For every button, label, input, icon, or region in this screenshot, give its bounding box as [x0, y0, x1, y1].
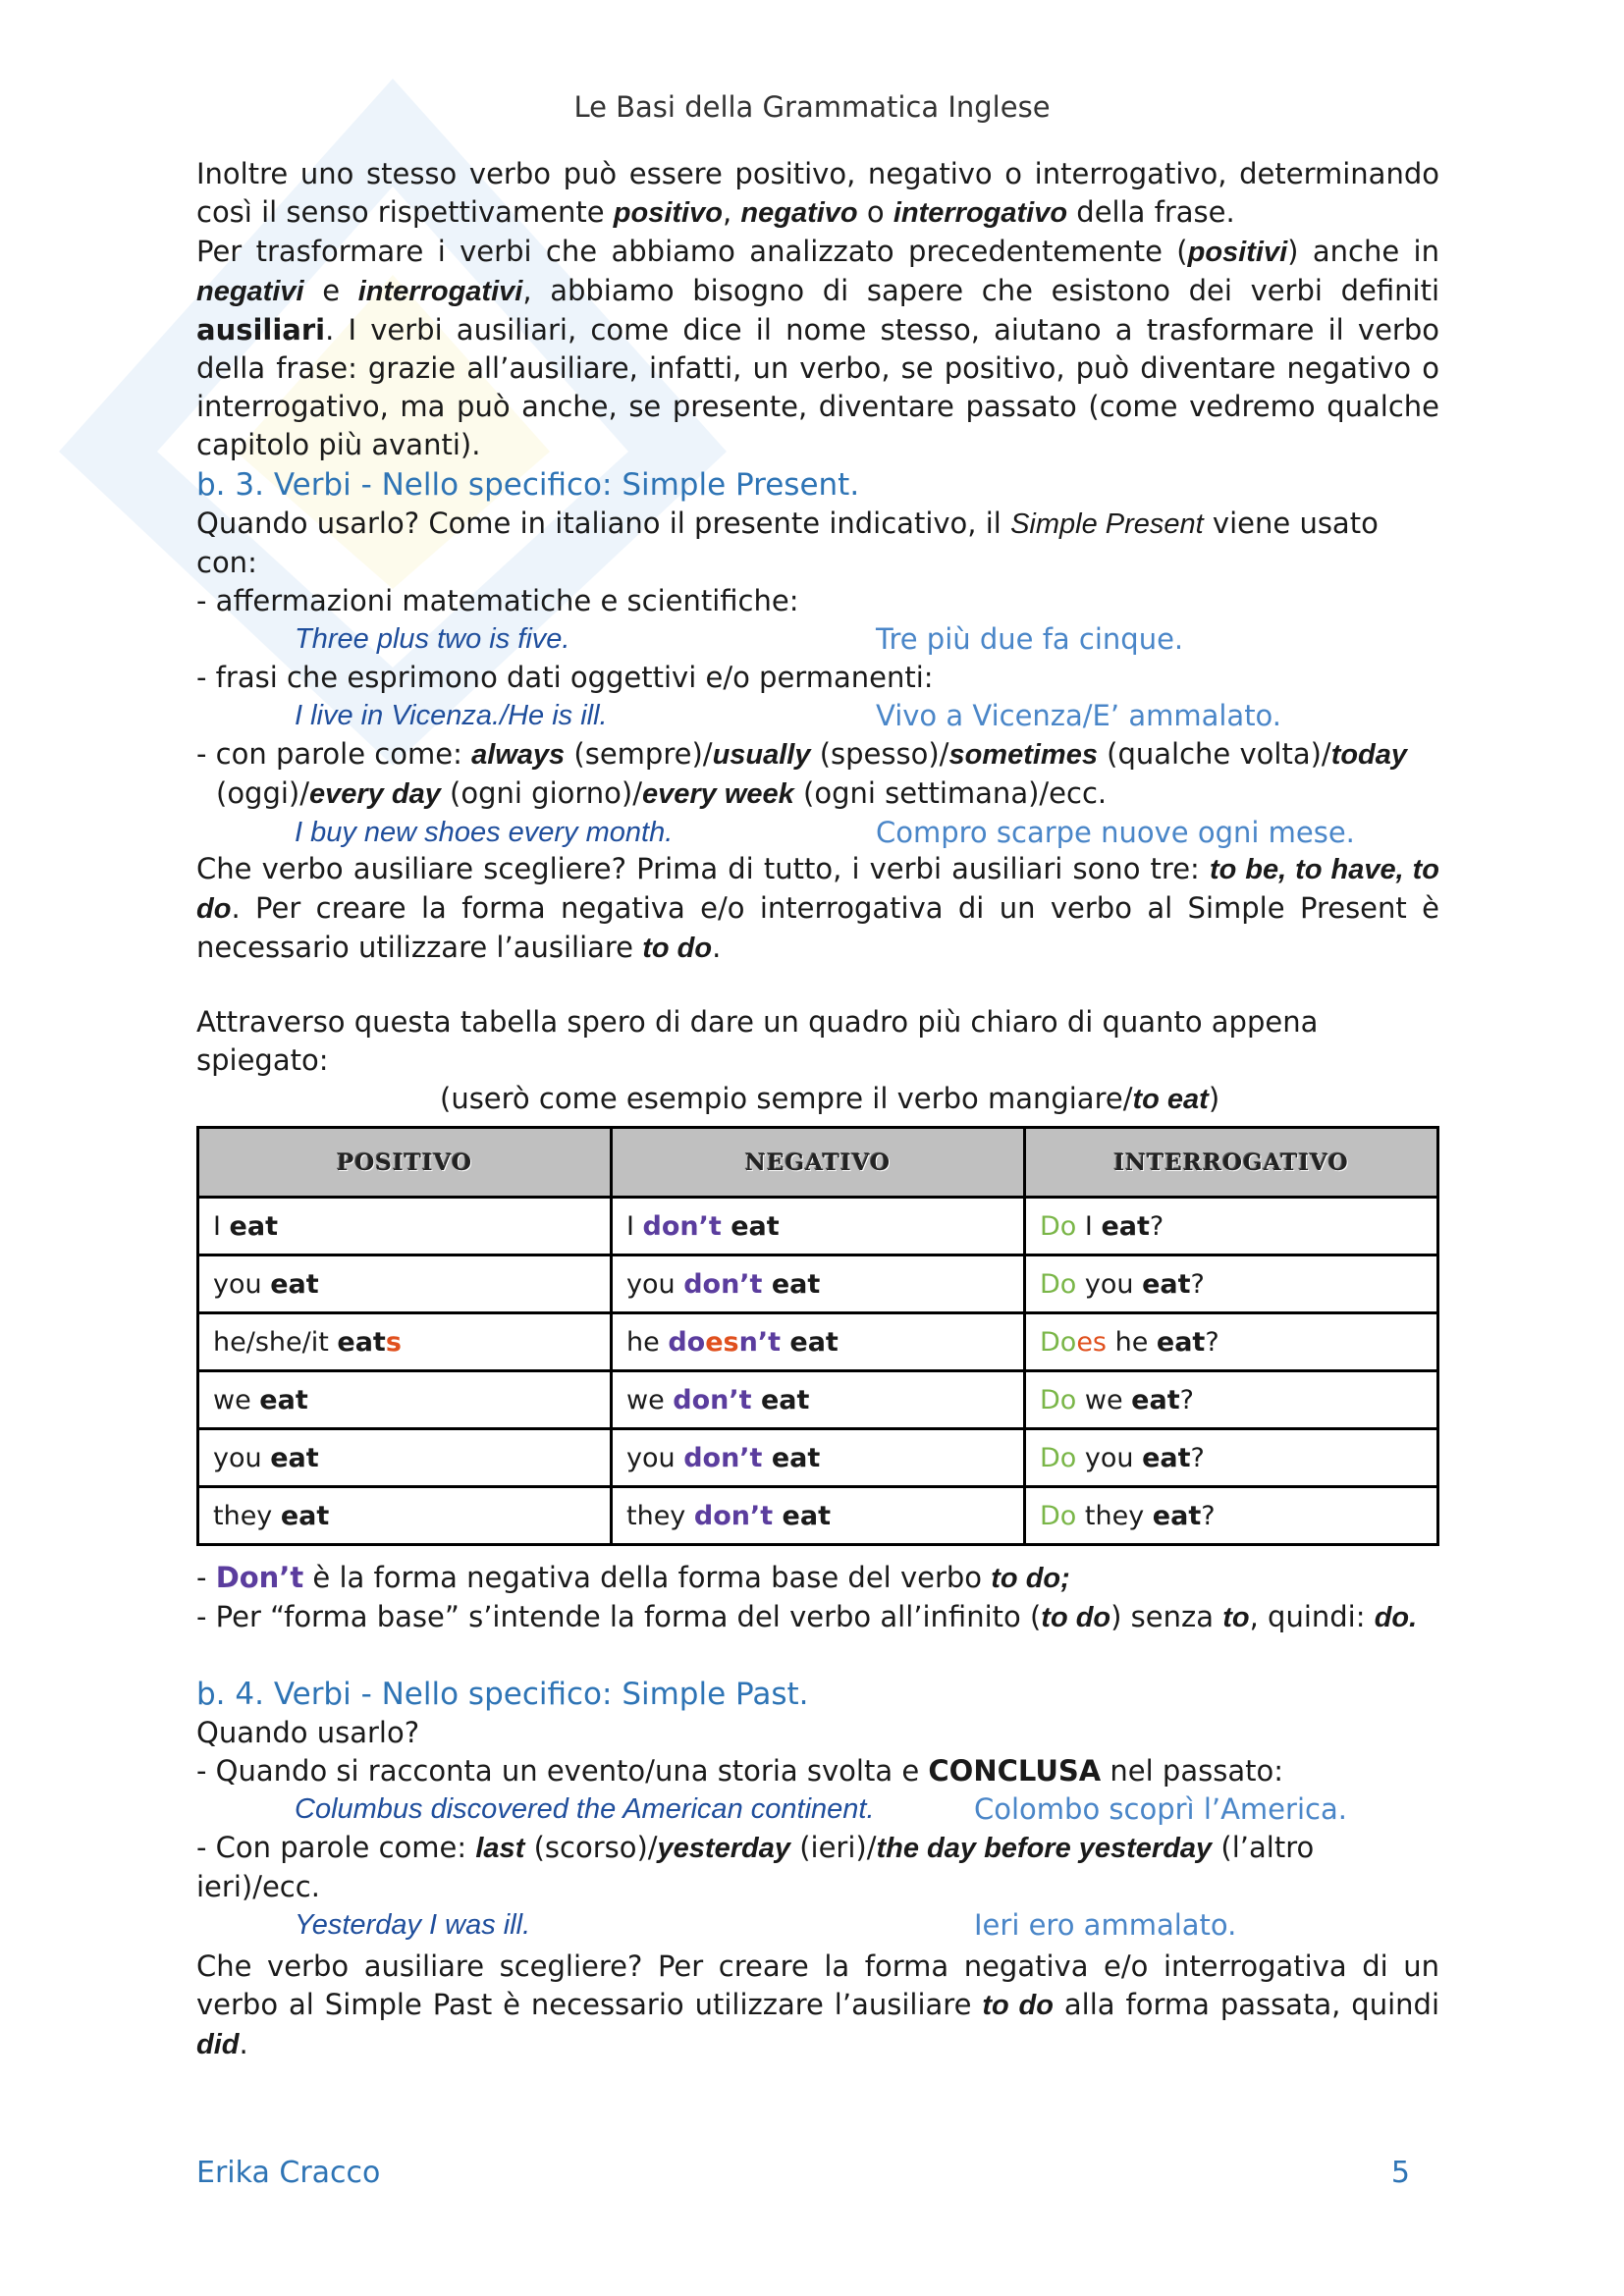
section-b4-heading: b. 4. Verbi - Nello specifico: Simple Past. — [196, 1677, 809, 1712]
cell-interrogativo: Do you eat? — [1025, 1255, 1438, 1313]
b3-example-3 — [196, 814, 1439, 852]
b4-aux-text: Che verbo ausiliare scegliere? Per creare la forma negativa e/o interrogativa di un verbo al Simple Past è necessario utilizzare l’ausiliare to do alla forma passata, quindi did. — [196, 1949, 1439, 2060]
page-header: Le Basi della Grammatica Inglese — [573, 90, 1051, 124]
b4-example-1 — [196, 1790, 1439, 1829]
table-notes — [196, 1559, 1439, 1637]
example-italian: Ieri ero ammalato. — [974, 1908, 1237, 1942]
b4-item-2: - Con parole come: last (scorso)/yesterday (ieri)/the day before yesterday (l’altro ieri)/ecc. — [196, 1831, 1315, 1903]
cell-interrogativo: Does he eat? — [1025, 1313, 1438, 1371]
b3-example-2 — [196, 697, 1439, 735]
column-header-positivo: POSITIVO — [198, 1128, 612, 1198]
b4-example-2 — [196, 1906, 1439, 1945]
table-row — [198, 1313, 1438, 1371]
note-2: - Per “forma base” s’intende la forma del verbo all’infinito (to do) senza to, quindi: do. — [196, 1600, 1418, 1633]
table-intro-line: Attraverso questa tabella spero di dare un quadro più chiaro di quanto appena spiegato: — [196, 1005, 1319, 1077]
b3-question: Quando usarlo? Come in italiano il presente indicativo, il Simple Present viene usato con: — [196, 507, 1379, 579]
example-english: I live in Vicenza./He is ill. — [295, 700, 608, 731]
example-english: Columbus discovered the American continent. — [295, 1793, 875, 1825]
example-english: Three plus two is five. — [295, 623, 570, 655]
cell-negativo: you don’t eat — [612, 1429, 1025, 1487]
example-english: Yesterday I was ill. — [295, 1909, 531, 1941]
section-b3-heading: b. 3. Verbi - Nello specifico: Simple Present. — [196, 467, 860, 503]
table-intro-line-2: (userò come esempio sempre il verbo mangiare/to eat) — [440, 1082, 1220, 1115]
b3-item-3: - con parole come: always (sempre)/usually (spesso)/sometimes (qualche volta)/today — [196, 737, 1408, 771]
cell-positivo: I eat — [198, 1198, 612, 1255]
intro-paragraph — [196, 155, 1439, 464]
column-header-interrogativo: INTERROGATIVO — [1025, 1128, 1438, 1198]
table-intro — [196, 1003, 1439, 1119]
b4-question: Quando usarlo? — [196, 1716, 420, 1749]
cell-positivo: they eat — [198, 1487, 612, 1545]
cell-negativo: they don’t eat — [612, 1487, 1025, 1545]
table-row — [198, 1198, 1438, 1255]
table-row — [198, 1255, 1438, 1313]
aux-text: Che verbo ausiliare scegliere? Prima di tutto, i verbi ausiliari sono tre: to be, to have, to do. Per creare la forma negativa e/o interrogativa di un verbo al Simple Present è necessario utilizzare l’ausiliare to do. — [196, 852, 1440, 964]
table-row — [198, 1429, 1438, 1487]
footer-author: Erika Cracco — [196, 2156, 381, 2190]
cell-interrogativo: Do I eat? — [1025, 1198, 1438, 1255]
b3-auxiliary-paragraph — [196, 850, 1439, 968]
intro-line-2: Per trasformare i verbi che abbiamo analizzato precedentemente (positivi) anche in negativi e interrogativi, abbiamo bisogno di sapere che esistono dei verbi definiti ausiliari. I verbi ausiliari, come dice il nome stesso, aiutano a trasformare il verbo della frase: grazie all’ausiliare, infatti, un verbo, se positivo, può diventare negativo o interrogativo, ma può anche, se presente, diventare passato (come vedremo qualche capitolo più avanti). — [196, 235, 1440, 461]
cell-positivo: you eat — [198, 1429, 612, 1487]
cell-negativo: we don’t eat — [612, 1371, 1025, 1429]
b4-item-1: - Quando si racconta un evento/una storia svolta e CONCLUSA nel passato: — [196, 1754, 1283, 1788]
cell-negativo: he doesn’t eat — [612, 1313, 1025, 1371]
cell-positivo: you eat — [198, 1255, 612, 1313]
example-english: I buy new shoes every month. — [295, 817, 674, 848]
example-italian: Colombo scoprì l’America. — [974, 1792, 1347, 1826]
table-row — [198, 1371, 1438, 1429]
example-italian: Vivo a Vicenza/E’ ammalato. — [876, 699, 1282, 732]
page-number: 5 — [1390, 2156, 1410, 2190]
b3-item-1: - affermazioni matematiche e scientifiche: — [196, 584, 799, 617]
section-b3 — [196, 465, 1439, 852]
section-b4 — [196, 1675, 1439, 1945]
intro-line-1: Inoltre uno stesso verbo può essere positivo, negativo o interrogativo, determinando così il senso rispettivamente positivo, negativo o interrogativo della frase. — [196, 157, 1439, 229]
table-row — [198, 1487, 1438, 1545]
cell-positivo: he/she/it eats — [198, 1313, 612, 1371]
cell-interrogativo: Do we eat? — [1025, 1371, 1438, 1429]
table-header-row — [198, 1128, 1438, 1198]
cell-negativo: I don’t eat — [612, 1198, 1025, 1255]
conjugation-table — [196, 1126, 1439, 1546]
cell-interrogativo: Do you eat? — [1025, 1429, 1438, 1487]
page-footer — [196, 2156, 1439, 2190]
cell-positivo: we eat — [198, 1371, 612, 1429]
b3-item-2: - frasi che esprimono dati oggettivi e/o permanenti: — [196, 661, 934, 694]
example-italian: Tre più due fa cinque. — [876, 622, 1184, 656]
example-italian: Compro scarpe nuove ogni mese. — [876, 816, 1355, 849]
b3-item-3-cont: (oggi)/every day (ogni giorno)/every week (ogni settimana)/ecc. — [216, 776, 1108, 810]
b3-example-1 — [196, 620, 1439, 659]
cell-negativo: you don’t eat — [612, 1255, 1025, 1313]
cell-interrogativo: Do they eat? — [1025, 1487, 1438, 1545]
b4-auxiliary-paragraph — [196, 1948, 1439, 2064]
note-1: - Don’t è la forma negativa della forma base del verbo to do; — [196, 1561, 1070, 1594]
column-header-negativo: NEGATIVO — [612, 1128, 1025, 1198]
